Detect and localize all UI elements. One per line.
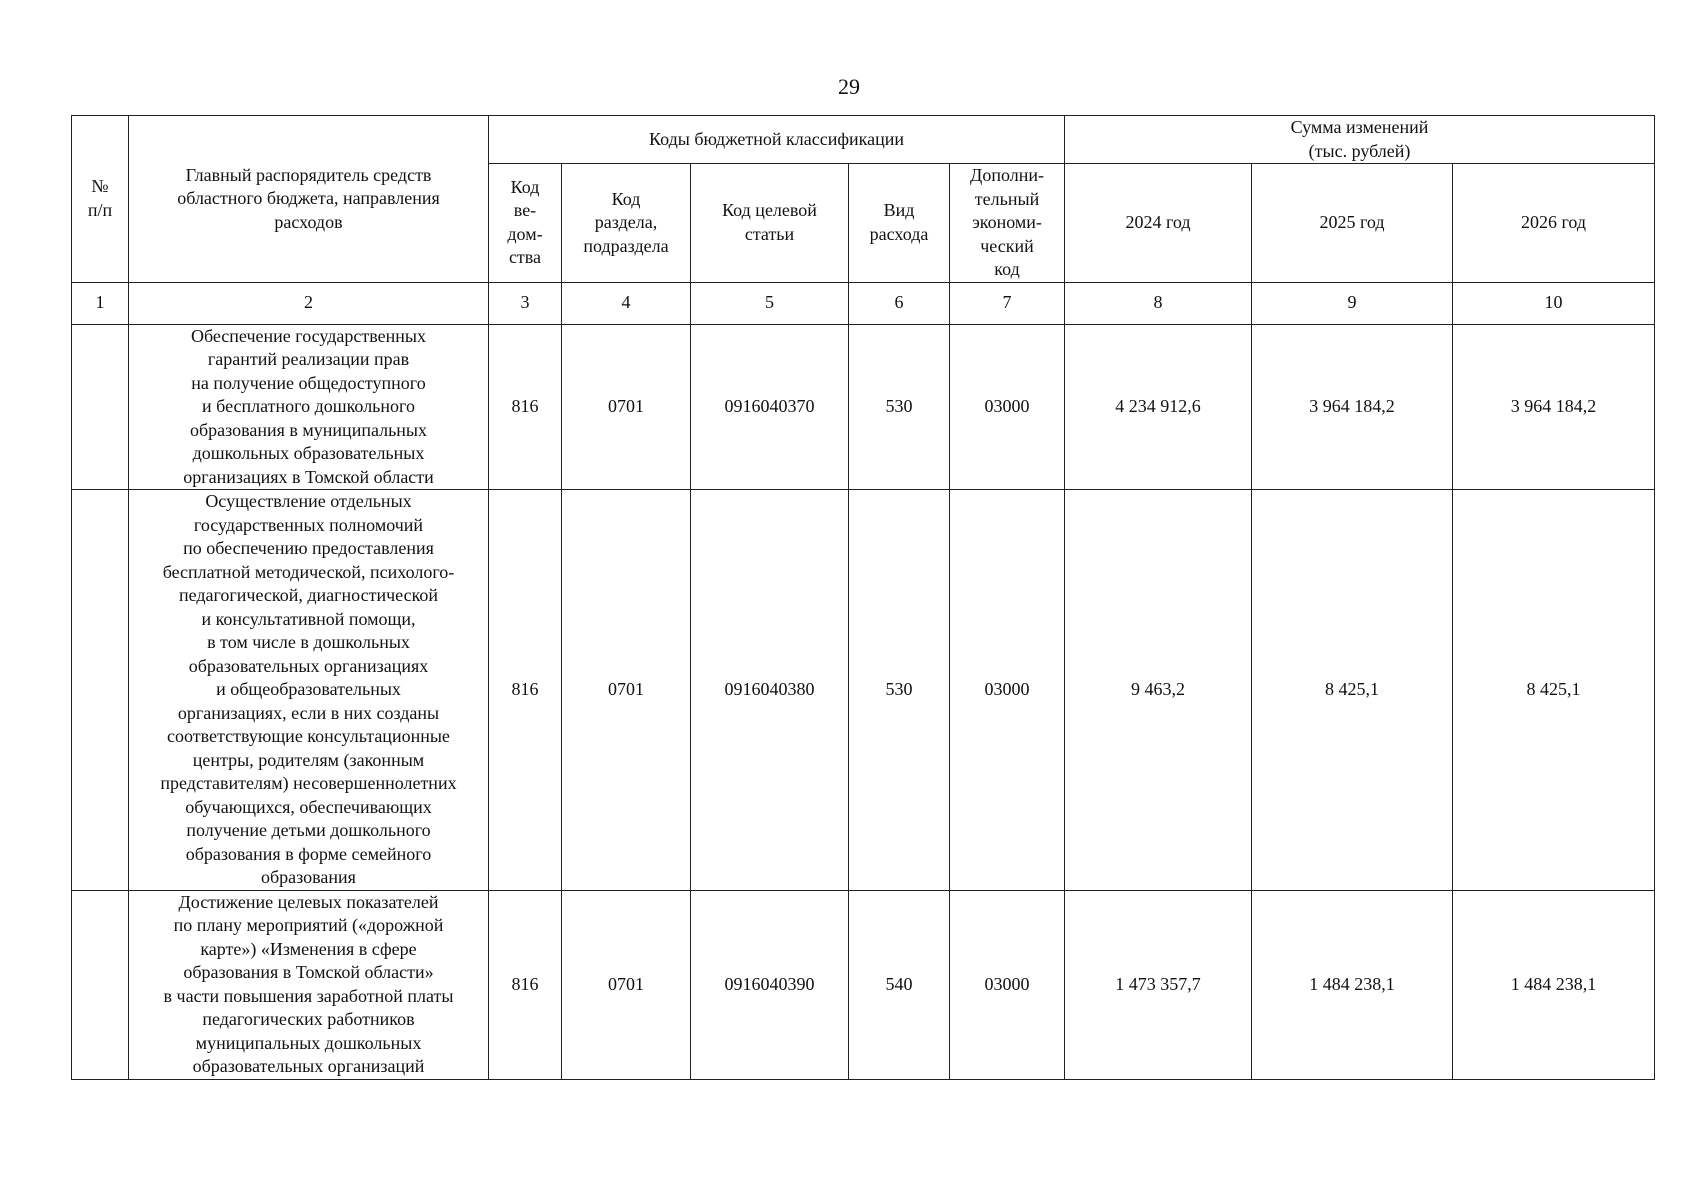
- header-expense-type: Вид расхода: [849, 164, 950, 283]
- row-target-code: 0916040380: [691, 490, 849, 891]
- row-section-code: 0701: [562, 490, 691, 891]
- row-description: Осуществление отдельных государственных полномочий по обеспечению предоставления бесплатной методической, психолого- педагогической, диагностической и консультативной помощи, в том числе в дошкольных образовательных организациях и общеобразовательных организациях, если в них созданы соответствующие консультационные центры, родителям (законным представителям) несовершеннолетних обучающихся, обеспечивающих получение детьми дошкольного образования в форме семейного образования: [129, 490, 489, 891]
- row-target-code: 0916040370: [691, 324, 849, 490]
- column-number: 7: [950, 282, 1065, 324]
- row-amount-2024: 1 473 357,7: [1065, 890, 1252, 1079]
- row-num: [72, 324, 129, 490]
- budget-table: [71, 115, 1655, 1080]
- column-number: 5: [691, 282, 849, 324]
- row-expense-type: 540: [849, 890, 950, 1079]
- row-num: [72, 890, 129, 1079]
- table-row: [72, 890, 1655, 1079]
- row-expense-type: 530: [849, 324, 950, 490]
- column-number: 6: [849, 282, 950, 324]
- header-section-code: Код раздела, подраздела: [562, 164, 691, 283]
- column-number: 10: [1453, 282, 1655, 324]
- row-amount-2025: 8 425,1: [1252, 490, 1453, 891]
- row-econ-code: 03000: [950, 490, 1065, 891]
- header-sum-group: Сумма изменений (тыс. рублей): [1065, 116, 1655, 164]
- column-number-row: [72, 282, 1655, 324]
- row-amount-2024: 9 463,2: [1065, 490, 1252, 891]
- row-econ-code: 03000: [950, 890, 1065, 1079]
- header-year-2025: 2025 год: [1252, 164, 1453, 283]
- row-num: [72, 490, 129, 891]
- column-number: 2: [129, 282, 489, 324]
- table-row: [72, 490, 1655, 891]
- header-codes-group: Коды бюджетной классификации: [489, 116, 1065, 164]
- row-target-code: 0916040390: [691, 890, 849, 1079]
- row-amount-2026: 3 964 184,2: [1453, 324, 1655, 490]
- column-number: 9: [1252, 282, 1453, 324]
- row-section-code: 0701: [562, 890, 691, 1079]
- row-econ-code: 03000: [950, 324, 1065, 490]
- column-number: 3: [489, 282, 562, 324]
- header-year-2026: 2026 год: [1453, 164, 1655, 283]
- column-number: 1: [72, 282, 129, 324]
- header-target-code: Код целевой статьи: [691, 164, 849, 283]
- row-description: Обеспечение государственных гарантий реализации прав на получение общедоступного и бесплатного дошкольного образования в муниципальных дошкольных образовательных организациях в Томской области: [129, 324, 489, 490]
- row-dept-code: 816: [489, 490, 562, 891]
- header-num: № п/п: [72, 116, 129, 283]
- page-number: 29: [838, 74, 860, 99]
- row-amount-2025: 3 964 184,2: [1252, 324, 1453, 490]
- header-dept-code: Код ве- дом- ства: [489, 164, 562, 283]
- table-row: [72, 324, 1655, 490]
- row-expense-type: 530: [849, 490, 950, 891]
- row-amount-2025: 1 484 238,1: [1252, 890, 1453, 1079]
- column-number: 8: [1065, 282, 1252, 324]
- header-main-manager: Главный распорядитель средств областного бюджета, направления расходов: [129, 116, 489, 283]
- row-amount-2024: 4 234 912,6: [1065, 324, 1252, 490]
- column-number: 4: [562, 282, 691, 324]
- header-row-top: [72, 116, 1655, 164]
- row-amount-2026: 8 425,1: [1453, 490, 1655, 891]
- row-section-code: 0701: [562, 324, 691, 490]
- row-dept-code: 816: [489, 324, 562, 490]
- row-description: Достижение целевых показателей по плану мероприятий («дорожной карте») «Изменения в сфере образования в Томской области» в части повышения заработной платы педагогических работников муниципальных дошкольных образовательных организаций: [129, 890, 489, 1079]
- header-year-2024: 2024 год: [1065, 164, 1252, 283]
- header-econ-code: Дополни- тельный экономи- ческий код: [950, 164, 1065, 283]
- row-dept-code: 816: [489, 890, 562, 1079]
- row-amount-2026: 1 484 238,1: [1453, 890, 1655, 1079]
